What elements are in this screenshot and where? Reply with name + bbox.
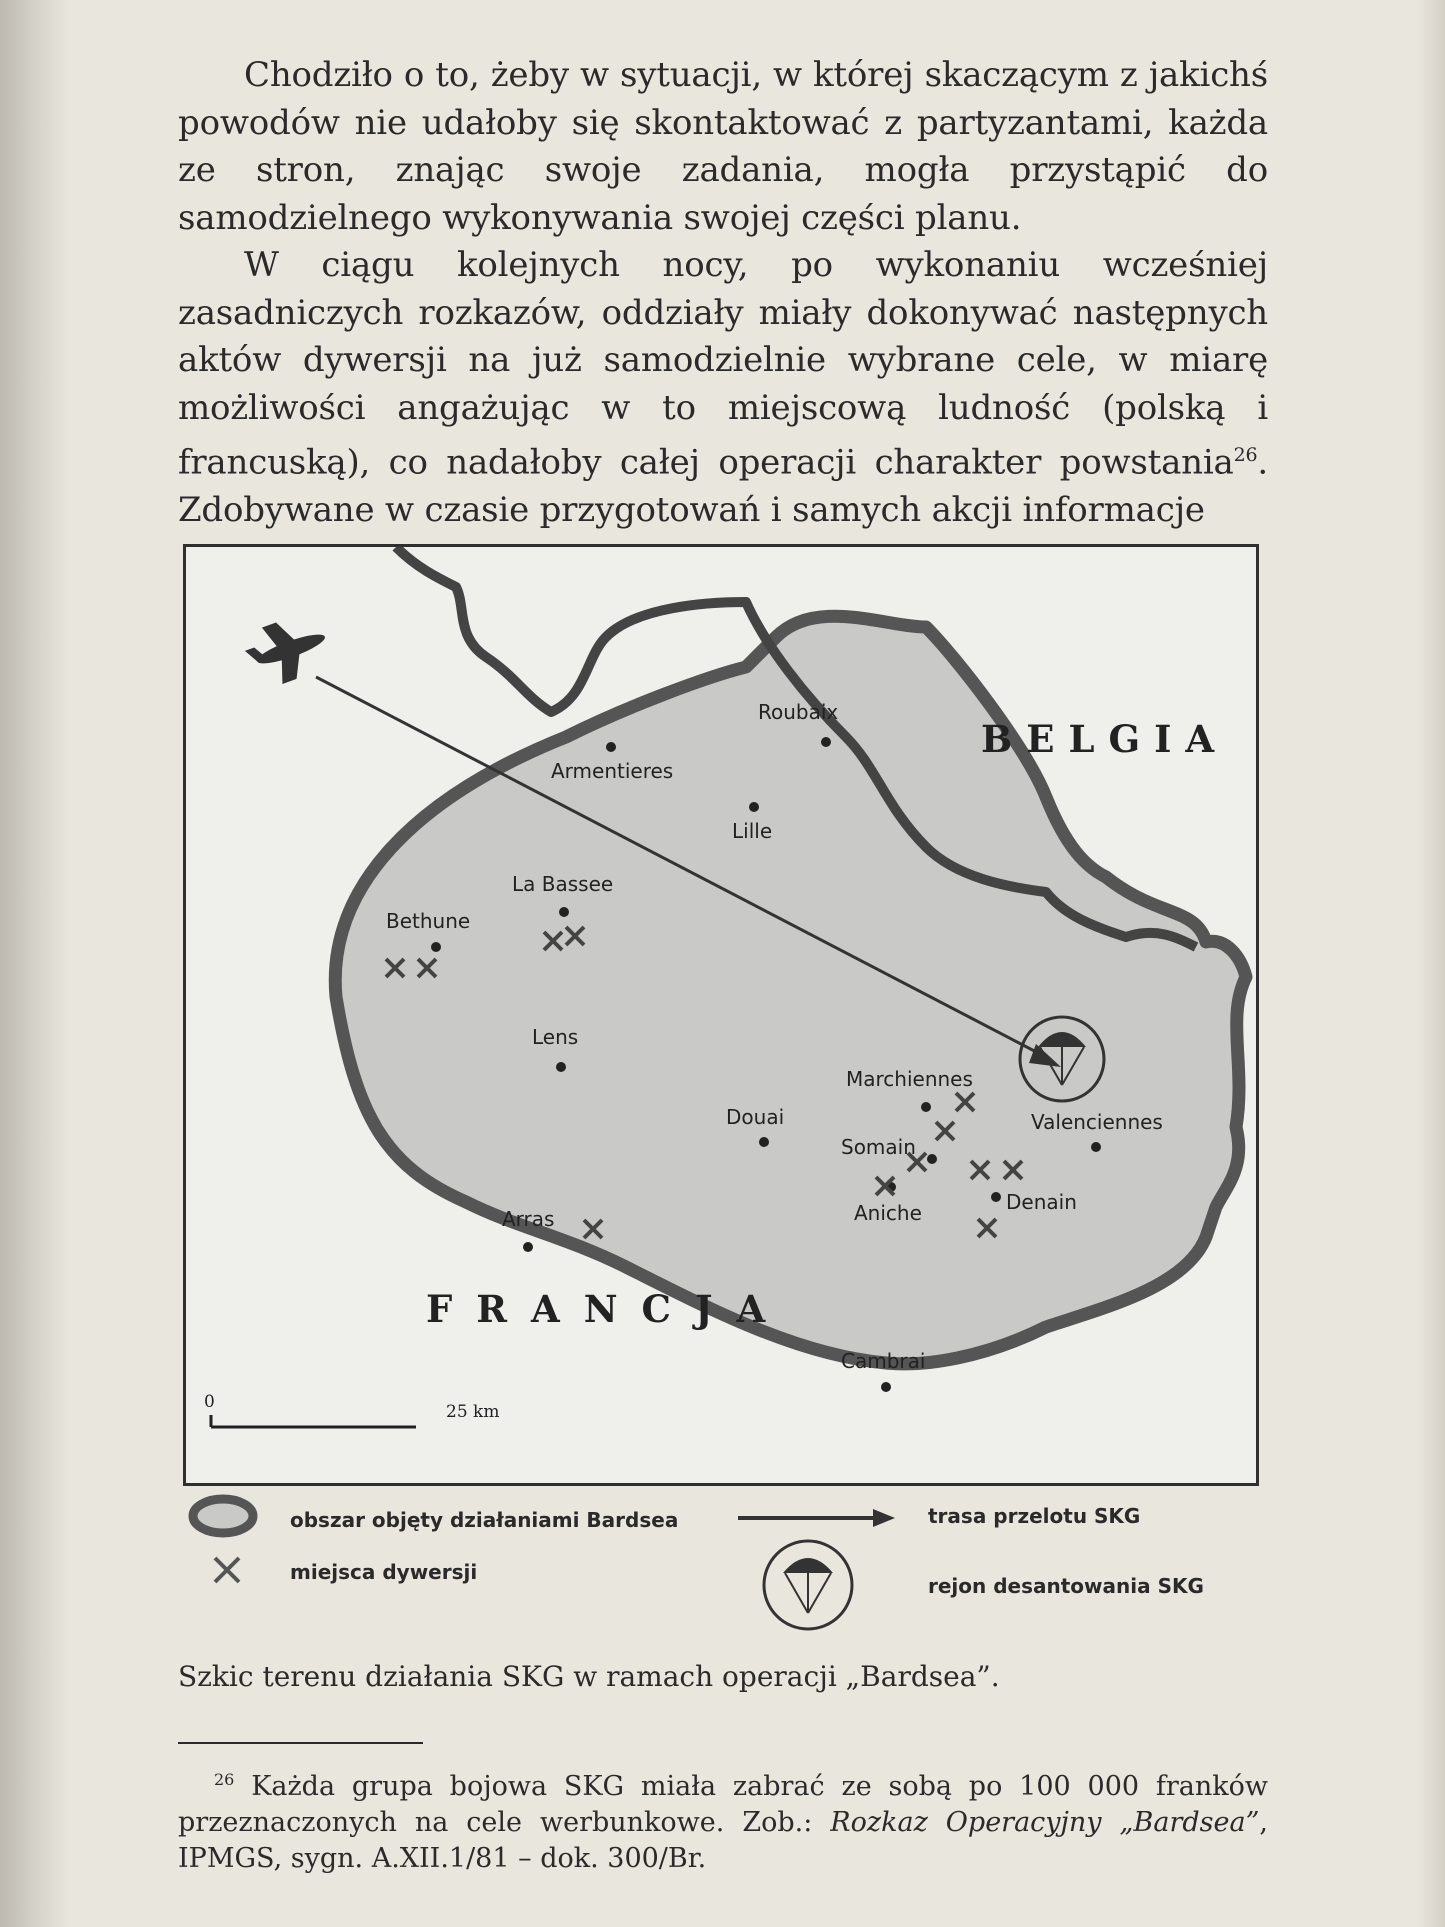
town-dot-armentieres — [606, 742, 616, 752]
town-arras: Arras — [502, 1207, 555, 1231]
town-dot-arras — [523, 1242, 533, 1252]
legend-area-label: obszar objęty działaniami Bardsea — [290, 1508, 679, 1532]
scale-bar — [211, 1415, 416, 1427]
legend-parachute-icon — [764, 1541, 852, 1629]
legend-drop-zone-label: rejon desantowania SKG — [928, 1574, 1204, 1598]
legend-sabotage-label: miejsca dywersji — [290, 1560, 478, 1584]
town-aniche: Aniche — [854, 1201, 922, 1225]
town-dot-bethune — [431, 942, 441, 952]
label-belgium: BELGIA — [981, 717, 1229, 761]
town-lens: Lens — [532, 1025, 579, 1049]
scale-end: 25 km — [446, 1402, 500, 1422]
footnote-reference[interactable]: 26 — [1233, 444, 1258, 466]
town-valenciennes: Valenciennes — [1031, 1110, 1163, 1134]
town-dot-la-bassee — [559, 907, 569, 917]
map-legend — [183, 1488, 1273, 1648]
town-dot-douai — [759, 1137, 769, 1147]
map-drawing — [186, 547, 1256, 1483]
town-denain: Denain — [1006, 1190, 1077, 1214]
town-armentieres: Armentieres — [551, 759, 674, 783]
town-marchiennes: Marchiennes — [846, 1067, 973, 1091]
town-dot-lille — [749, 802, 759, 812]
town-cambrai: Cambrai — [841, 1349, 926, 1373]
footnote-number: 26 — [214, 1770, 235, 1789]
town-dot-lens — [556, 1062, 566, 1072]
body-text — [178, 52, 1268, 534]
label-france: FRANCJA — [426, 1287, 790, 1331]
paragraph-2-end: . Zdobywane w czasie przygotowań i samych akcji informacje — [178, 442, 1268, 530]
town-bethune: Bethune — [386, 909, 471, 933]
figure-caption: Szkic terenu działania SKG w ramach operacji „Bardsea”. — [178, 1660, 1000, 1693]
town-somain: Somain — [841, 1135, 916, 1159]
town-dot-somain — [927, 1154, 937, 1164]
page-edge — [1417, 0, 1445, 1927]
town-dot-valenciennes — [1091, 1142, 1101, 1152]
town-dot-marchiennes — [921, 1102, 931, 1112]
town-lille: Lille — [732, 819, 773, 843]
paragraph-2-start: W ciągu kolejnych nocy, po wykonaniu wcześniej zasadniczych rozkazów, oddziały miały dokonywać następnych aktów dywersji na już samodzielnie wybrane cele, w miarę możliwości angażując w to miejscową ludność (polską i francuską), co nadałoby całej operacji charakter powstania — [178, 245, 1268, 483]
footnote-text-1: Każda grupa bojowa SKG miała zabrać ze sobą po 100 000 franków przeznaczonych na cele werbunkowe. Zob.: — [178, 1771, 1268, 1838]
town-douai: Douai — [726, 1105, 785, 1129]
footnote-26 — [178, 1762, 1268, 1877]
legend-route-label: trasa przelotu SKG — [928, 1504, 1141, 1528]
paragraph-1: Chodziło o to, żeby w sytuacji, w której skaczącym z jakichś powodów nie udałoby się skontaktować z partyzantami, każda ze stron, znając swoje zadania, mogła przystąpić do samodzielnego wykonywania swojej części planu. — [178, 55, 1268, 238]
map-sketch — [183, 544, 1259, 1486]
town-la-bassee: La Bassee — [512, 872, 614, 896]
book-gutter-shadow — [0, 0, 70, 1927]
scale-start: 0 — [204, 1392, 215, 1412]
legend-area-icon — [193, 1499, 253, 1533]
town-dot-denain — [991, 1192, 1001, 1202]
legend-cross-icon — [215, 1558, 239, 1582]
paragraph-2 — [178, 242, 1268, 534]
footnote-text-2: , IPMGS, sygn. A.XII.1/81 – dok. 300/Br. — [178, 1807, 1268, 1874]
footnote-italic-title: Rozkaz Operacyjny „Bardsea” — [830, 1807, 1260, 1838]
town-roubaix: Roubaix — [758, 700, 839, 724]
legend-arrowhead — [873, 1509, 895, 1527]
town-dot-roubaix — [821, 737, 831, 747]
footnote-divider — [178, 1742, 423, 1744]
town-dot-cambrai — [881, 1382, 891, 1392]
